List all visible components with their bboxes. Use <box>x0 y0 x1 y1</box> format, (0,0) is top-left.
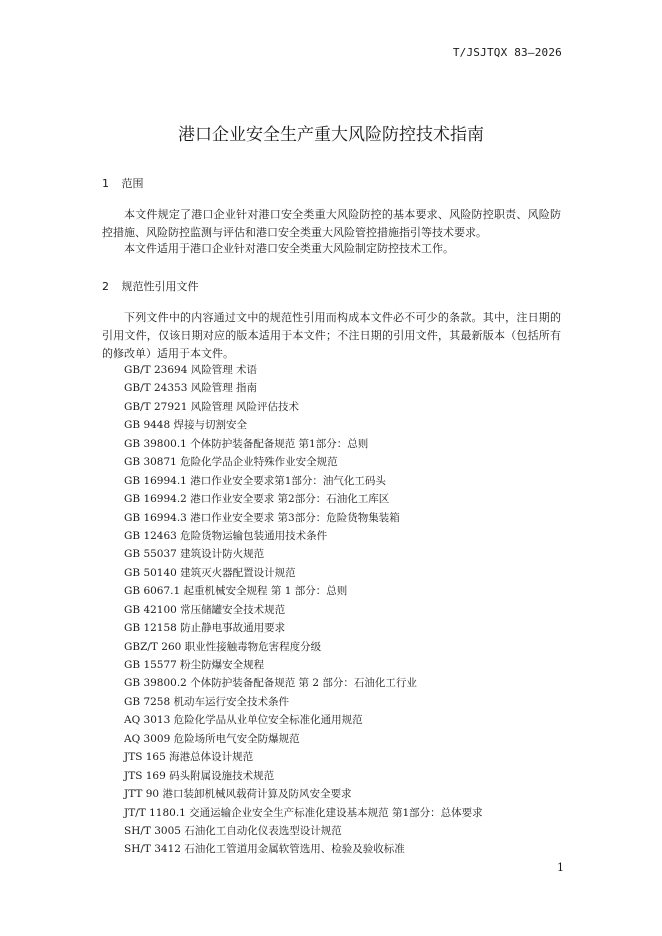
reference-item: JTT 90 港口装卸机械风载荷计算及防风安全要求 <box>124 788 352 801</box>
reference-item: GB 12158 防止静电事故通用要求 <box>124 622 286 635</box>
reference-item: GB 16994.2 港口作业安全要求 第2部分：石油化工库区 <box>124 493 390 506</box>
page-number: 1 <box>557 861 564 874</box>
section-1-paragraph-1: 本文件规定了港口企业针对港口安全类重大风险防控的基本要求、风险防控职责、风险防控措施、风险防控监测与评估和港口安全类重大风险管控措施指引等技术要求。 <box>102 208 561 239</box>
reference-item: GB 16994.1 港口作业安全要求第1部分：油气化工码头 <box>124 474 386 487</box>
reference-item: JTS 169 码头附属设施技术规范 <box>124 769 275 782</box>
reference-item: SH/T 3005 石油化工自动化仪表选型设计规范 <box>124 824 342 837</box>
section-2-title: 规范性引用文件 <box>121 280 199 293</box>
reference-item: GB 6067.1 起重机械安全规程 第 1 部分：总则 <box>124 585 348 598</box>
reference-item: GB/T 23694 风险管理 术语 <box>124 364 258 376</box>
reference-item: JT/T 1180.1 交通运输企业安全生产标准化建设基本规范 第1部分：总体要求 <box>124 806 483 819</box>
reference-item: GB 30871 危险化学品企业特殊作业安全规范 <box>124 456 338 469</box>
reference-item: GB 9448 焊接与切割安全 <box>124 419 248 432</box>
section-1-paragraph-2: 本文件适用于港口企业针对港口安全类重大风险制定防控技术工作。 <box>124 242 454 255</box>
section-2-intro: 下列文件中的内容通过文中的规范性引用而构成本文件必不可少的条款。其中，注日期的引用文件，仅该日期对应的版本适用于本文件；不注日期的引用文件，其最新版本（包括所有的修改单）适用于本文件。 <box>102 311 561 360</box>
reference-item: SH/T 3412 石油化工管道用金属软管选用、检验及验收标准 <box>124 843 405 856</box>
section-2-heading <box>102 278 199 294</box>
reference-item: GB 50140 建筑灭火器配置设计规范 <box>124 566 296 579</box>
reference-item: GB 15577 粉尘防爆安全规程 <box>124 659 265 671</box>
reference-item: GBZ/T 260 职业性接触毒物危害程度分级 <box>124 640 322 653</box>
reference-item: JTS 165 海港总体设计规范 <box>124 751 254 764</box>
reference-item: GB 7258 机动车运行安全技术条件 <box>124 695 290 708</box>
section-1-title: 范围 <box>121 177 144 190</box>
reference-item: GB 16994.3 港口作业安全要求 第3部分：危险货物集装箱 <box>124 511 400 524</box>
section-1-number: 1 <box>102 177 109 190</box>
reference-item: GB/T 24353 风险管理 指南 <box>124 382 258 395</box>
document-title: 港口企业安全生产重大风险防控技术指南 <box>178 125 484 145</box>
reference-item: AQ 3009 危险场所电气安全防爆规范 <box>124 732 300 745</box>
reference-item: AQ 3013 危险化学品从业单位安全标准化通用规范 <box>124 714 363 727</box>
section-2-number: 2 <box>102 280 109 293</box>
reference-item: GB/T 27921 风险管理 风险评估技术 <box>124 400 300 413</box>
reference-item: GB 42100 常压储罐安全技术规范 <box>124 603 286 616</box>
reference-item: GB 55037 建筑设计防火规范 <box>124 548 265 561</box>
document-code: T/JSJTQX 83—2026 <box>452 46 562 59</box>
reference-list <box>124 361 483 859</box>
reference-item: GB 12463 危险货物运输包装通用技术条件 <box>124 529 328 542</box>
reference-item: GB 39800.2 个体防护装备配备规范 第 2 部分：石油化工行业 <box>124 677 417 690</box>
reference-item: GB 39800.1 个体防护装备配备规范 第1部分：总则 <box>124 437 369 450</box>
section-1-heading <box>102 175 144 191</box>
